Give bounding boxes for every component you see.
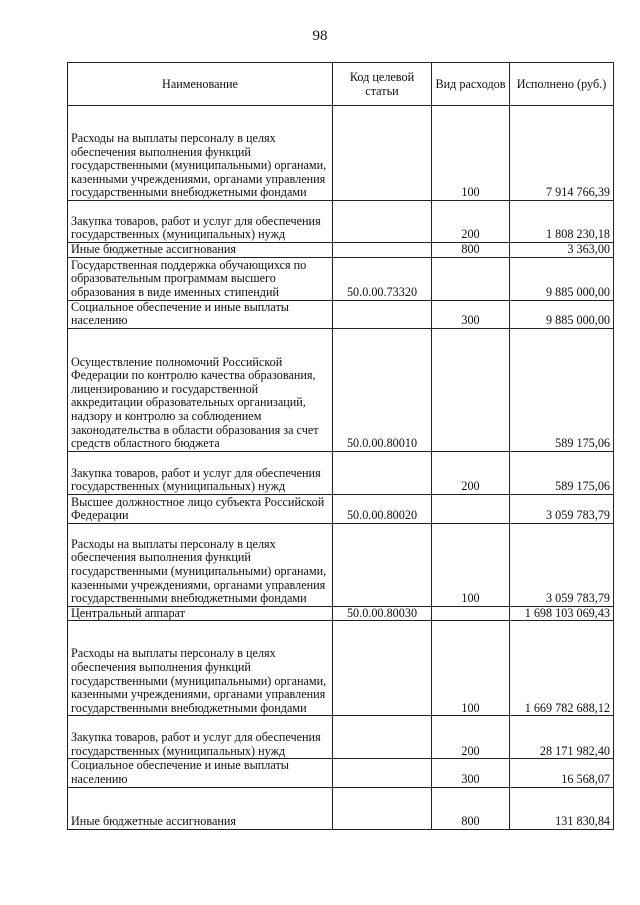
row-type: 800 bbox=[432, 243, 510, 258]
table-row bbox=[68, 716, 614, 759]
row-code bbox=[333, 621, 432, 716]
row-name: Высшее должностное лицо субъекта Российской Федерации bbox=[68, 494, 333, 523]
row-code bbox=[333, 243, 432, 258]
row-code bbox=[333, 201, 432, 243]
table-row bbox=[68, 243, 614, 258]
row-name: Расходы на выплаты персоналу в целях обеспечения выполнения функций государственными (муниципальными) органами, казенными учреждениями, органами управления государственными внебюджетными фондами bbox=[68, 523, 333, 606]
row-amount: 131 830,84 bbox=[510, 787, 614, 829]
row-code: 50.0.00.80030 bbox=[333, 606, 432, 621]
row-name: Иные бюджетные ассигнования bbox=[68, 787, 333, 829]
row-type: 100 bbox=[432, 621, 510, 716]
row-code bbox=[333, 759, 432, 787]
row-name: Социальное обеспечение и иные выплаты населению bbox=[68, 759, 333, 787]
table-row bbox=[68, 328, 614, 451]
row-amount: 3 059 783,79 bbox=[510, 523, 614, 606]
row-type bbox=[432, 328, 510, 451]
row-amount: 1 698 103 069,43 bbox=[510, 606, 614, 621]
row-code bbox=[333, 451, 432, 494]
row-amount: 589 175,06 bbox=[510, 451, 614, 494]
header-code: Код целевой статьи bbox=[333, 63, 432, 106]
row-name: Закупка товаров, работ и услуг для обеспечения государственных (муниципальных) нужд bbox=[68, 451, 333, 494]
table-row bbox=[68, 606, 614, 621]
row-type: 200 bbox=[432, 451, 510, 494]
row-amount: 589 175,06 bbox=[510, 328, 614, 451]
row-name: Расходы на выплаты персоналу в целях обеспечения выполнения функций государственными (муниципальными) органами, казенными учреждениями, органами управления государственными внебюджетными фондами bbox=[68, 106, 333, 201]
table-row bbox=[68, 494, 614, 523]
row-code: 50.0.00.80020 bbox=[333, 494, 432, 523]
row-type: 100 bbox=[432, 106, 510, 201]
header-amount: Исполнено (руб.) bbox=[510, 63, 614, 106]
page-number: 98 bbox=[312, 28, 328, 44]
table-row bbox=[68, 201, 614, 243]
row-type: 100 bbox=[432, 523, 510, 606]
table-header-row bbox=[68, 63, 614, 106]
row-name: Закупка товаров, работ и услуг для обеспечения государственных (муниципальных) нужд bbox=[68, 201, 333, 243]
table-row bbox=[68, 257, 614, 300]
row-code bbox=[333, 787, 432, 829]
row-amount: 1 669 782 688,12 bbox=[510, 621, 614, 716]
header-name: Наименование bbox=[68, 63, 333, 106]
row-name: Социальное обеспечение и иные выплаты населению bbox=[68, 300, 333, 328]
row-name: Иные бюджетные ассигнования bbox=[68, 243, 333, 258]
row-type bbox=[432, 257, 510, 300]
row-amount: 3 363,00 bbox=[510, 243, 614, 258]
row-name: Осуществление полномочий Российской Федерации по контролю качества образования, лицензированию и государственной аккредитации образовательных организаций, надзору и контролю за соблюдением законодательства в области образования за счет средств областного бюджета bbox=[68, 328, 333, 451]
table-row bbox=[68, 451, 614, 494]
row-code: 50.0.00.80010 bbox=[333, 328, 432, 451]
row-type bbox=[432, 494, 510, 523]
budget-table bbox=[67, 62, 614, 830]
row-code bbox=[333, 106, 432, 201]
table-row bbox=[68, 106, 614, 201]
table-row bbox=[68, 759, 614, 787]
row-code bbox=[333, 523, 432, 606]
row-amount: 28 171 982,40 bbox=[510, 716, 614, 759]
table-row bbox=[68, 300, 614, 328]
row-amount: 7 914 766,39 bbox=[510, 106, 614, 201]
row-code bbox=[333, 716, 432, 759]
table-row bbox=[68, 787, 614, 829]
row-type: 200 bbox=[432, 716, 510, 759]
row-type: 800 bbox=[432, 787, 510, 829]
row-amount: 3 059 783,79 bbox=[510, 494, 614, 523]
table-row bbox=[68, 621, 614, 716]
row-code: 50.0.00.73320 bbox=[333, 257, 432, 300]
table-row bbox=[68, 523, 614, 606]
row-name: Центральный аппарат bbox=[68, 606, 333, 621]
row-type: 200 bbox=[432, 201, 510, 243]
row-type: 300 bbox=[432, 300, 510, 328]
row-name: Закупка товаров, работ и услуг для обеспечения государственных (муниципальных) нужд bbox=[68, 716, 333, 759]
row-amount: 1 808 230,18 bbox=[510, 201, 614, 243]
row-amount: 9 885 000,00 bbox=[510, 300, 614, 328]
row-amount: 9 885 000,00 bbox=[510, 257, 614, 300]
row-type bbox=[432, 606, 510, 621]
row-name: Расходы на выплаты персоналу в целях обеспечения выполнения функций государственными (муниципальными) органами, казенными учреждениями, органами управления государственными внебюджетными фондами bbox=[68, 621, 333, 716]
header-type: Вид расходов bbox=[432, 63, 510, 106]
row-type: 300 bbox=[432, 759, 510, 787]
row-name: Государственная поддержка обучающихся по образовательным программам высшего образования в виде именных стипендий bbox=[68, 257, 333, 300]
row-code bbox=[333, 300, 432, 328]
row-amount: 16 568,07 bbox=[510, 759, 614, 787]
